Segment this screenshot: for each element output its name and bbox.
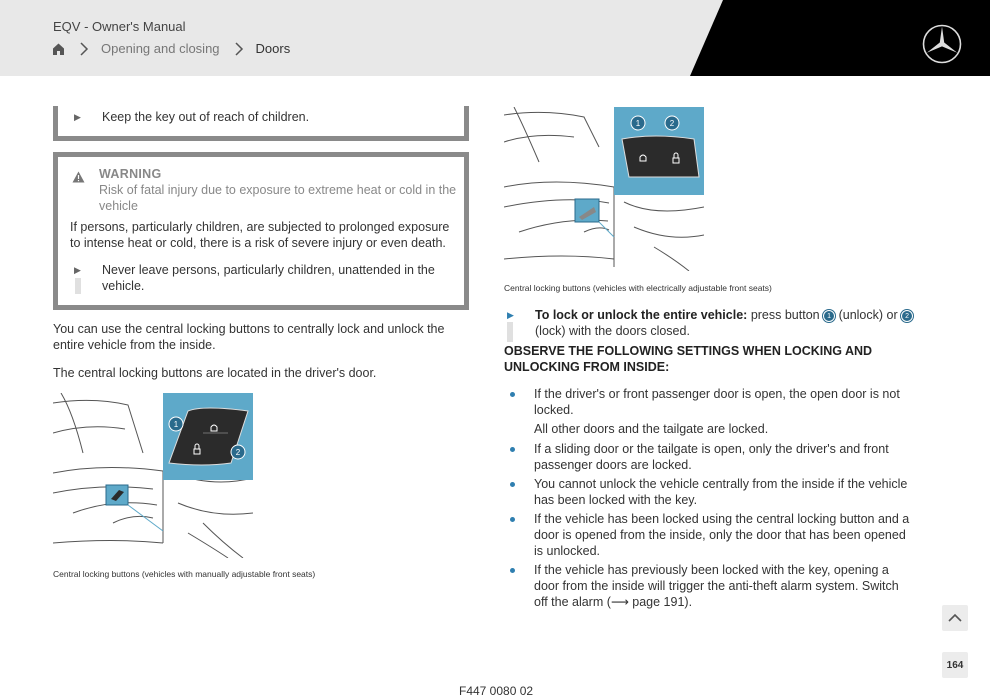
arrow-bullet-icon: ▶ [507, 310, 514, 320]
breadcrumb-page: Doors [255, 41, 291, 56]
door-panel-illustration [53, 393, 253, 558]
breadcrumb [52, 41, 290, 56]
figure-marker-1: 1 [173, 420, 179, 429]
figure-marker-1: 1 [635, 119, 641, 128]
mercedes-star-logo [921, 23, 963, 65]
chevron-right-icon [234, 42, 244, 56]
list-bullet [510, 447, 515, 452]
warning-triangle-icon [72, 171, 85, 183]
bullet-bar [75, 278, 81, 294]
step-text-b: (unlock) or [838, 308, 898, 322]
page-number: 164 [946, 659, 964, 671]
intro-paragraph: You can use the central locking buttons to centrally lock and unlock the entire vehicle from the inside. [53, 322, 445, 352]
step-title: To lock or unlock the entire vehicle: [535, 308, 748, 322]
step-text-a: press button [750, 308, 820, 322]
warning-body: If persons, particularly children, are subjected to prolonged exposure to intense heat or cold, there is a risk of severe injury or even death. [70, 220, 450, 250]
list-item: You cannot unlock the vehicle centrally from the inside if the vehicle has been locked with the key. [534, 477, 908, 507]
figure-marker-2: 2 [669, 119, 675, 128]
arrow-bullet-icon: ▶ [74, 112, 81, 122]
document-id: F447 0080 02 [459, 684, 534, 698]
list-item: If a sliding door or the tailgate is open, only the driver's and front passenger doors are locked. [534, 442, 889, 472]
step-bar [507, 322, 513, 342]
chevron-up-icon [942, 605, 968, 631]
warning-subtitle: Risk of fatal injury due to exposure to extreme heat or cold in the vehicle [99, 183, 457, 213]
keep-key-note: Keep the key out of reach of children. [102, 110, 310, 124]
list-item: If the vehicle has been locked using the central locking button and a door is opened from the inside, only the door that has been opened is unlocked. [534, 512, 910, 558]
location-paragraph: The central locking buttons are located in the driver's door. [53, 366, 377, 380]
chevron-right-icon [79, 42, 89, 56]
list-item-continuation: All other doors and the tailgate are locked. [534, 422, 769, 436]
unlock-button-marker: 1 [823, 310, 835, 322]
list-bullet [510, 517, 515, 522]
list-bullet [510, 568, 515, 573]
warning-bullet: Never leave persons, particularly children, unattended in the vehicle. [102, 263, 435, 293]
scroll-to-top-button[interactable] [942, 605, 968, 631]
lock-unlock-step [535, 307, 915, 339]
list-bullet [510, 392, 515, 397]
home-icon[interactable] [52, 42, 65, 56]
figure-marker-2: 2 [235, 448, 241, 457]
door-panel-illustration-electric [504, 107, 704, 271]
list-item: If the vehicle has previously been locked with the key, opening a door from the inside will trigger the anti-theft alarm system. Switch off the alarm (⟶ page 191). [534, 563, 899, 609]
arrow-bullet-icon: ▶ [74, 265, 81, 275]
breadcrumb-section[interactable]: Opening and closing [101, 41, 220, 56]
page-number-button[interactable] [942, 652, 968, 678]
step-text-c: (lock) with the doors closed. [535, 324, 690, 338]
list-item: If the driver's or front passenger door is open, the open door is not locked. [534, 387, 900, 417]
observe-heading: OBSERVE THE FOLLOWING SETTINGS WHEN LOCKING AND UNLOCKING FROM INSIDE: [504, 344, 873, 374]
figure-caption-electric: Central locking buttons (vehicles with electrically adjustable front seats) [504, 283, 772, 293]
list-bullet [510, 482, 515, 487]
manual-title: EQV - Owner's Manual [53, 19, 186, 34]
lock-button-marker: 2 [901, 310, 913, 322]
warning-title: WARNING [99, 167, 162, 181]
figure-caption-manual: Central locking buttons (vehicles with manually adjustable front seats) [53, 569, 316, 579]
